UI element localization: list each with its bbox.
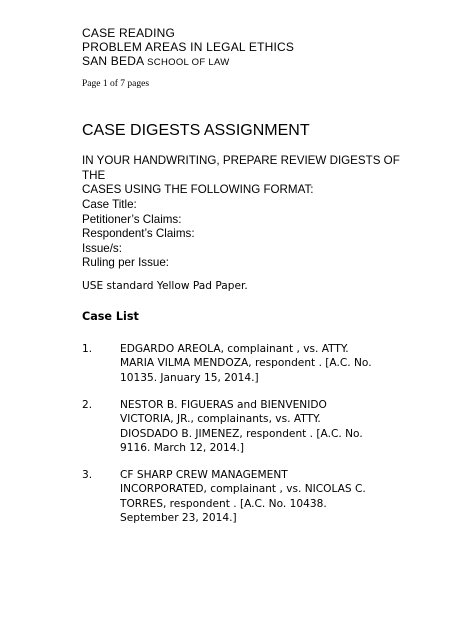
- header-course-title: PROBLEM AREAS IN LEGAL ETHICS: [82, 40, 295, 54]
- case-list-heading: Case List: [82, 310, 139, 323]
- case-text: [120, 468, 420, 526]
- format-item-ruling: Ruling per Issue:: [82, 256, 169, 270]
- instructions: [82, 154, 422, 198]
- case-line: CF SHARP CREW MANAGEMENT: [120, 469, 288, 481]
- case-number: 1.: [82, 343, 93, 355]
- page-title: CASE DIGESTS ASSIGNMENT: [82, 122, 310, 139]
- format-item-petitioner-claims: Petitioner’s Claims:: [82, 212, 182, 226]
- document-header: [82, 26, 294, 70]
- header-course-type: CASE READING: [82, 26, 176, 40]
- header-school-name: SAN BEDA: [82, 54, 148, 68]
- case-line: 10135. January 15, 2014.]: [120, 371, 259, 384]
- instructions-line-1: IN YOUR HANDWRITING, PREPARE REVIEW DIGESTS OF THE: [82, 154, 400, 182]
- case-line: TORRES, respondent . [A.C. No. 10438.: [120, 497, 327, 510]
- header-school: [82, 54, 294, 70]
- format-item-respondent-claims: Respondent’s Claims:: [82, 227, 195, 241]
- case-number: 3.: [82, 469, 93, 481]
- format-item-case-title: Case Title:: [82, 198, 137, 211]
- format-list: [82, 198, 195, 271]
- paper-instruction: USE standard Yellow Pad Paper.: [82, 280, 248, 292]
- case-line: VICTORIA, JR., complainants, vs. ATTY.: [120, 413, 321, 426]
- case-line: September 23, 2014.]: [120, 512, 237, 525]
- case-line: DIOSDADO B. JIMENEZ, respondent . [A.C. No.: [120, 427, 363, 440]
- page-count: Page 1 of 7 pages: [82, 79, 150, 89]
- case-line: 9116. March 12, 2014.]: [120, 442, 245, 455]
- case-line: MARIA VILMA MENDOZA, respondent . [A.C. No.: [120, 357, 372, 370]
- case-line: NESTOR B. FIGUERAS and BIENVENIDO: [120, 399, 327, 411]
- format-item-issues: Issue/s:: [82, 241, 122, 255]
- instructions-line-2: CASES USING THE FOLLOWING FORMAT:: [82, 183, 314, 196]
- case-line: EDGARDO AREOLA, complainant , vs. ATTY.: [120, 343, 349, 355]
- case-number: 2.: [82, 399, 93, 411]
- header-school-suffix: SCHOOL OF LAW: [147, 57, 230, 68]
- case-text: [120, 342, 420, 385]
- case-text: [120, 398, 420, 456]
- case-line: INCORPORATED, complainant , vs. NICOLAS C.: [120, 483, 366, 496]
